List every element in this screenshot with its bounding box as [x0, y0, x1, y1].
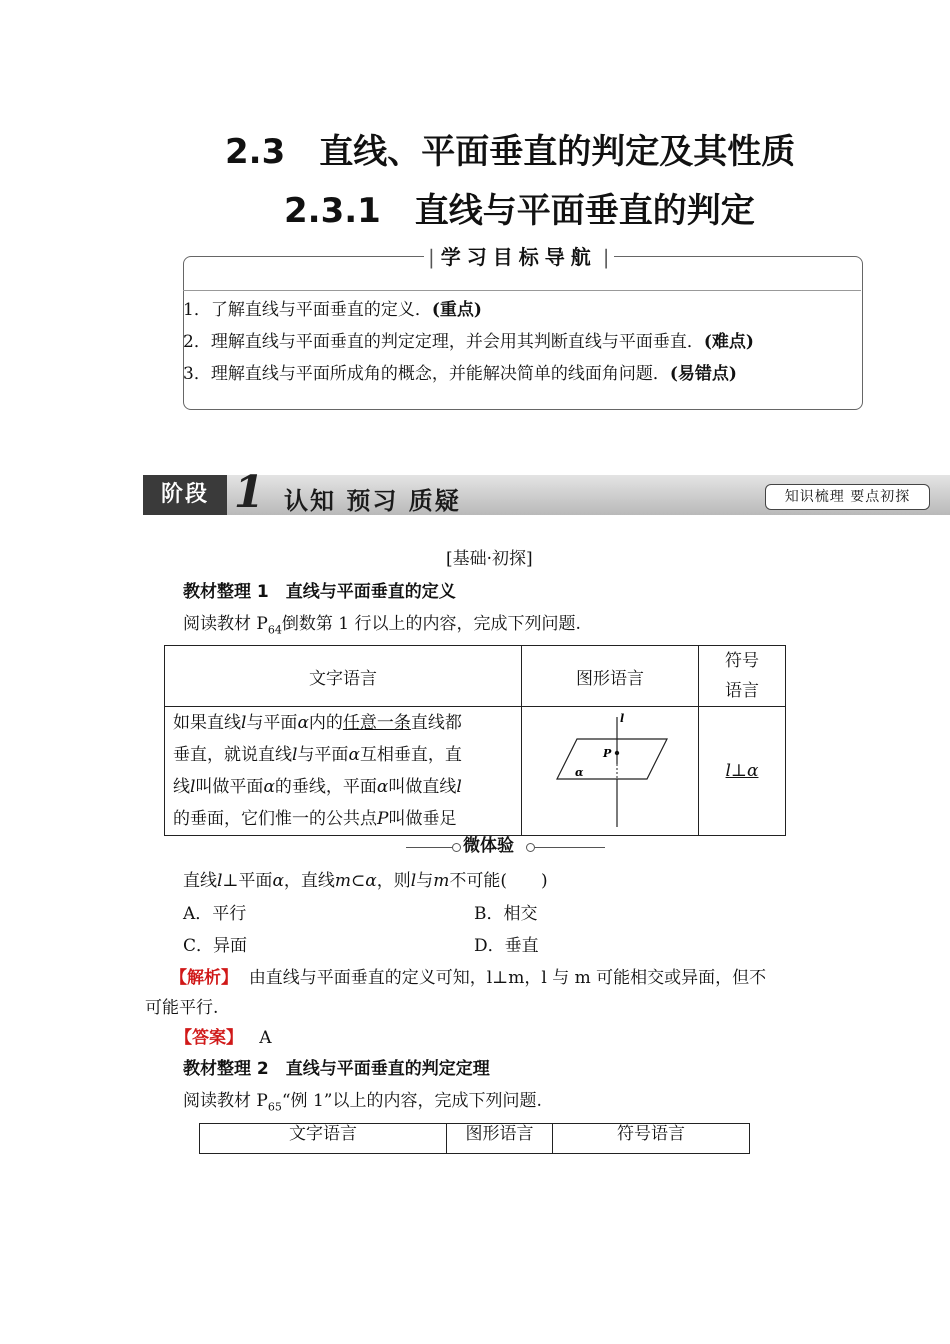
micro-label: 微体验	[463, 836, 514, 856]
analysis-label: 【解析】	[170, 968, 238, 988]
option-a: A．平行	[183, 904, 247, 924]
learning-goals-label: 学习目标导航	[435, 245, 603, 269]
figure-label-l: l	[620, 711, 625, 725]
divider-line	[183, 290, 861, 291]
theorem-table	[199, 1123, 750, 1154]
goal-item: 2．理解直线与平面垂直的判定定理，并会用其判断直线与平面垂直．(难点)	[183, 332, 754, 352]
question-text: 直线l⊥平面α，直线m⊂α，则l与m不可能( )	[183, 871, 548, 891]
definition-table	[164, 645, 786, 836]
table-header: 文字语言	[200, 1124, 447, 1154]
topic-title: 教材整理 1 直线与平面垂直的定义	[183, 582, 456, 602]
micro-divider-dot-left	[452, 843, 461, 852]
micro-divider-dot-right	[526, 843, 535, 852]
stage-tag: 知识梳理 要点初探	[765, 484, 930, 510]
stage-number: 1	[233, 467, 265, 518]
goal-item: 3．理解直线与平面所成角的概念，并能解决简单的线面角问题．(易错点)	[183, 364, 737, 384]
table-header: 图形语言	[522, 646, 699, 707]
main-title: 2.3 直线、平面垂直的判定及其性质	[225, 132, 796, 172]
table-header: 符号语言	[553, 1124, 750, 1154]
topic-instruction: 阅读教材 $P_{64}$倒数第 1 行以上的内容，完成下列问题.	[183, 614, 581, 637]
table-header: 文字语言	[165, 646, 522, 707]
learning-goals-label-wrap: | 学习目标导航 |	[424, 241, 614, 271]
symbol-text: l⊥α	[725, 761, 759, 781]
table-header: 符号 语言	[699, 646, 786, 707]
table-header: 图形语言	[447, 1124, 553, 1154]
topic-title: 教材整理 2 直线与平面垂直的判定定理	[183, 1059, 490, 1079]
stage-title: 认知 预习 质疑	[284, 487, 461, 515]
answer-line	[175, 1030, 272, 1047]
definition-text-cell: 如果直线l与平面α内的任意一条直线都 垂直，就说直线l与平面α互相垂直，直 线l叫做平面α的垂线，平面α叫做直线l 的垂面，它们惟一的公共点P叫做垂足	[165, 707, 522, 836]
option-d: D．垂直	[474, 936, 539, 956]
figure-cell	[522, 707, 699, 836]
answer-value: A	[259, 1028, 272, 1048]
option-c: C．异面	[183, 936, 248, 956]
symbol-cell	[699, 707, 786, 836]
sub-title: 2.3.1 直线与平面垂直的判定	[284, 191, 755, 231]
section-heading: [基础·初探]	[446, 549, 533, 569]
answer-label: 【答案】	[175, 1028, 243, 1048]
micro-divider-right	[535, 847, 605, 848]
analysis-line-2: 可能平行.	[145, 998, 219, 1018]
figure-label-p: P	[603, 746, 612, 760]
goal-item: 1．了解直线与平面垂直的定义．(重点)	[183, 300, 482, 320]
line-perpendicular-plane-figure	[545, 709, 675, 834]
figure-label-alpha: α	[575, 765, 584, 779]
analysis-line-1: 【解析】 由直线与平面垂直的定义可知，l⊥m，l 与 m 可能相交或异面，但不	[170, 968, 767, 988]
micro-divider-left	[406, 847, 454, 848]
option-b: B．相交	[474, 904, 538, 924]
stage-prefix: 阶段	[143, 475, 227, 515]
topic-instruction: 阅读教材 $P_{65}“$例 1”以上的内容，完成下列问题.	[183, 1091, 542, 1114]
